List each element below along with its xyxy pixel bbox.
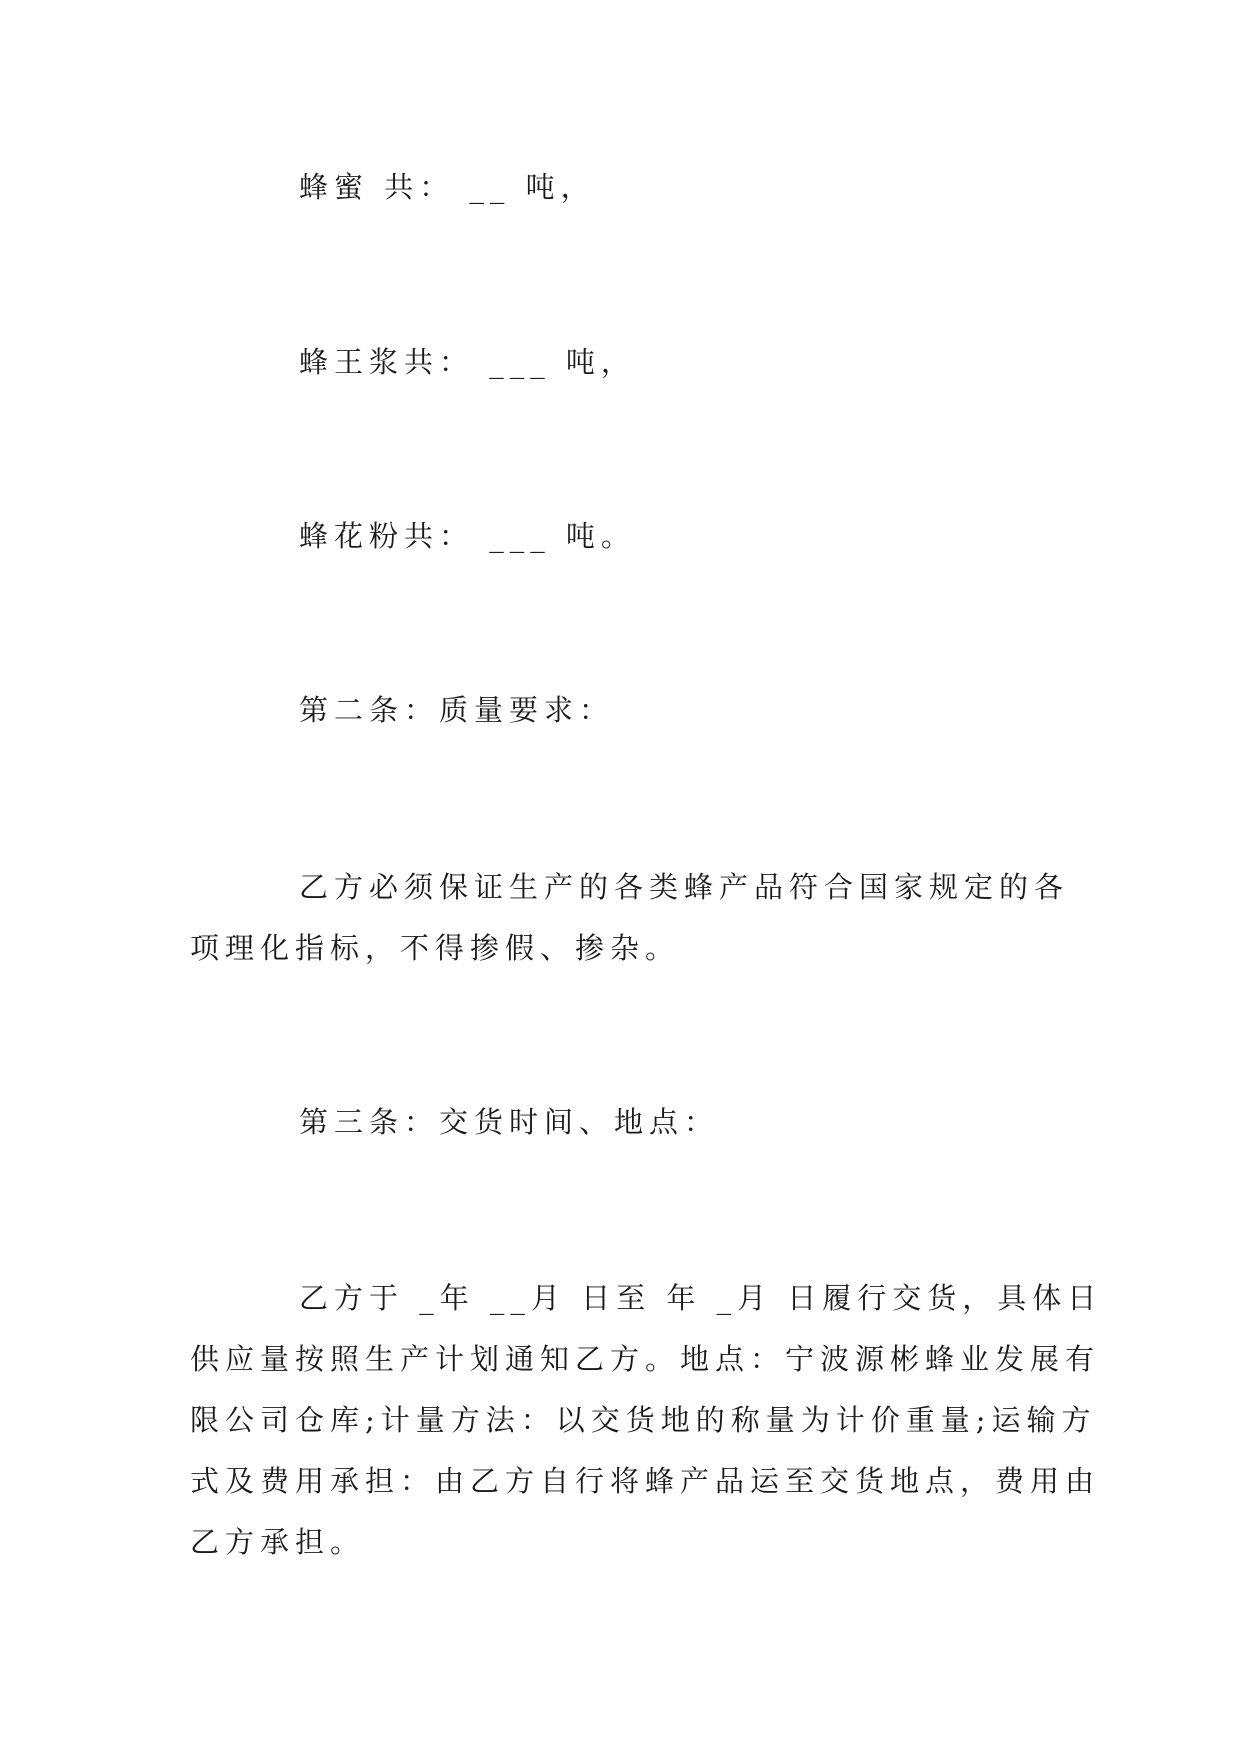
quantity-royal-jelly: 蜂王浆共： ___ 吨， (299, 345, 636, 379)
article-3-body-line: 乙方承担。 (190, 1525, 366, 1559)
quantity-honey: 蜂蜜 共： __ 吨， (299, 170, 596, 204)
article-3-body-line: 限公司仓库;计量方法：以交货地的称量为计价重量;运输方 (190, 1403, 1097, 1437)
article-2-body-line: 乙方必须保证生产的各类蜂产品符合国家规定的各 (299, 870, 1070, 904)
article-3-heading: 第三条：交货时间、地点： (299, 1105, 720, 1139)
article-2-heading: 第二条：质量要求： (299, 693, 615, 727)
article-2-body-line: 项理化指标，不得掺假、掺杂。 (190, 931, 681, 965)
quantity-bee-pollen: 蜂花粉共： ___ 吨。 (299, 519, 636, 553)
article-3-body-line: 乙方于 _年 __月 日至 年 _月 日履行交货，具体日 (299, 1281, 1103, 1315)
article-3-body-line: 供应量按照生产计划通知乙方。地点：宁波源彬蜂业发展有 (190, 1342, 1101, 1376)
article-3-body-line: 式及费用承担：由乙方自行将蜂产品运至交货地点，费用由 (190, 1464, 1101, 1498)
